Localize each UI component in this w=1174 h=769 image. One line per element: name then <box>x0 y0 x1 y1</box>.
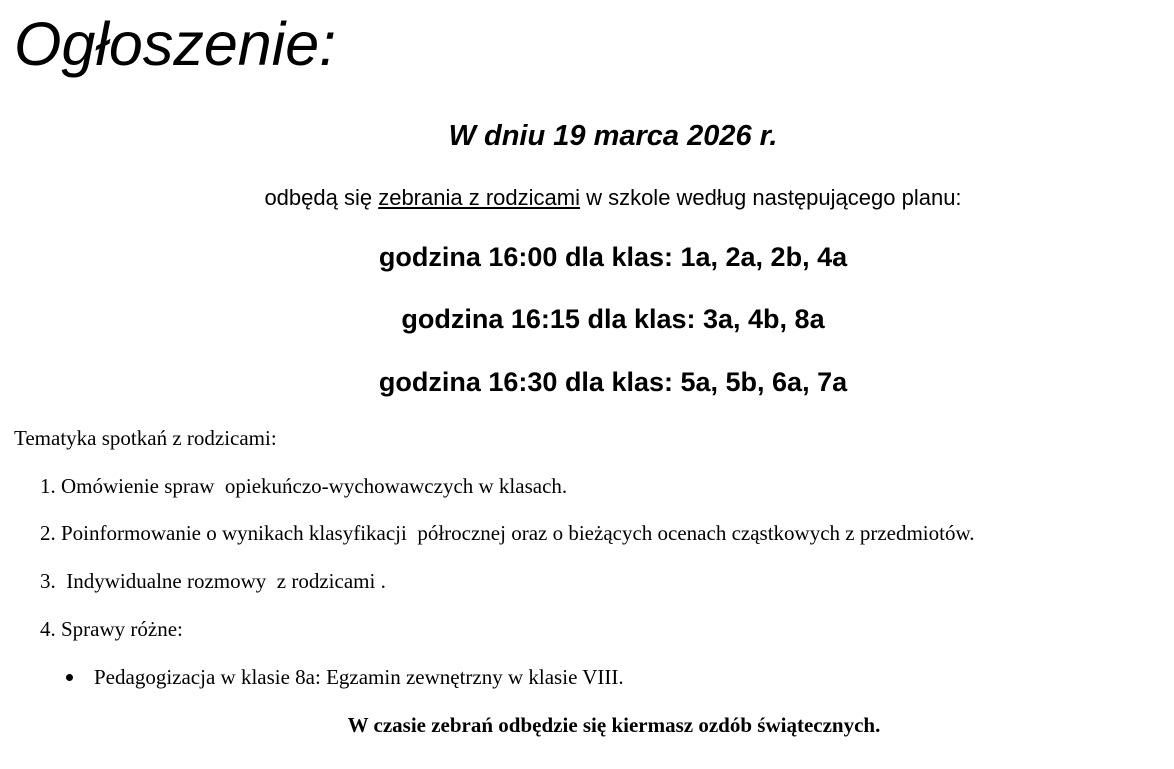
topic-item-1: 1. Omówienie spraw opiekuńczo-wychowawczych w klasach. <box>40 474 568 498</box>
sub-bullet-item <box>66 663 624 691</box>
meeting-date: W dniu 19 marca 2026 r. <box>448 120 778 152</box>
topics-heading: Tematyka spotkań z rodzicami: <box>14 426 277 450</box>
intro-text-after: w szkole według następującego planu: <box>579 185 962 210</box>
sub-bullet-text: Pedagogizacja w klasie 8a: Egzamin zewnętrzny w klasie VIII. <box>94 665 624 689</box>
intro-text-before: odbędą się <box>264 185 379 210</box>
intro-text-underlined: zebrania z rodzicami <box>378 185 580 210</box>
topic-item-3: 3. Indywidualne rozmowy z rodzicami . <box>40 569 386 593</box>
announcement-title: Ogłoszenie: <box>14 10 337 78</box>
schedule-line-1: godzina 16:00 dla klas: 1a, 2a, 2b, 4a <box>378 242 848 272</box>
bullet-dot-icon <box>66 674 73 681</box>
schedule-line-3: godzina 16:30 dla klas: 5a, 5b, 6a, 7a <box>378 367 848 397</box>
schedule-line-2: godzina 16:15 dla klas: 3a, 4b, 8a <box>401 304 825 334</box>
footer-note: W czasie zebrań odbędzie się kiermasz ozdób świątecznych. <box>347 713 881 737</box>
intro-sentence <box>26 182 1174 214</box>
topic-item-2: 2. Poinformowanie o wynikach klasyfikacji półrocznej oraz o bieżących ocenach cząstkowych z przedmiotów. <box>40 521 975 545</box>
topic-item-4: 4. Sprawy różne: <box>40 617 183 641</box>
